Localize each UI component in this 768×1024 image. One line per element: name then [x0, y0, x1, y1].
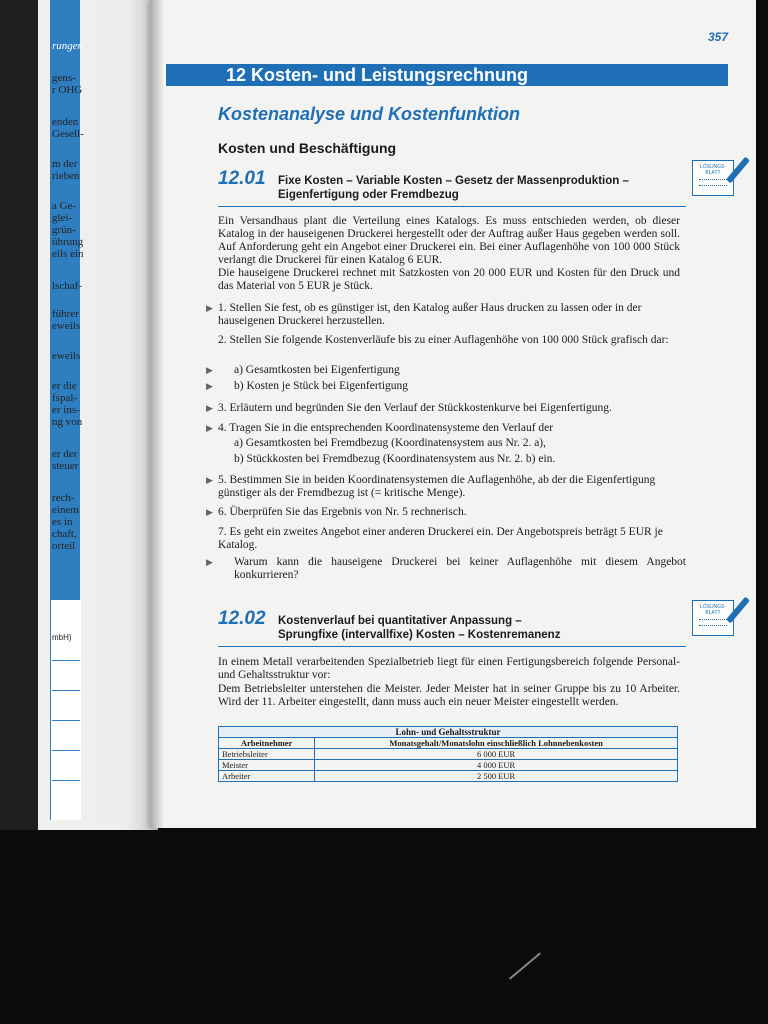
exercise-title — [278, 614, 638, 642]
question-subitem: Warum kann die hauseigene Druckerei bei keiner Auflagenhöhe mit diesem Angebot konkurrieren? — [234, 556, 686, 581]
exercise-rule — [218, 646, 686, 647]
section-title: Kostenanalyse und Kostenfunktion — [218, 104, 521, 124]
left-fragment: fspal- — [52, 392, 78, 404]
table-caption: Lohn- und Gehaltsstruktur — [219, 727, 678, 738]
question-subitem: a) Gesamtkosten bei Eigenfertigung — [234, 364, 400, 376]
exercise-title-line: Sprungfixe (intervallfixe) Kosten – Kostenremanenz — [278, 629, 561, 641]
badge-label: LÖSUNGS- BLATT — [699, 604, 727, 616]
book-page — [150, 0, 756, 828]
left-fragment: Gesell- — [52, 128, 84, 140]
arrow-icon: ▶ — [206, 365, 213, 375]
subsection-title: Kosten und Beschäftigung — [218, 140, 397, 156]
left-fragment: orteil — [52, 540, 76, 552]
exercise-title-line: Eigenfertigung oder Fremdbezug — [278, 189, 459, 201]
left-fragment: enden — [52, 116, 79, 128]
exercise-intro: In einem Metall verarbeitenden Spezialbetrieb liegt für einen Fertigungsbereich folgende Personal- und Gehaltsstruktur vor: — [218, 656, 680, 681]
left-table-line — [52, 720, 80, 721]
table-header: Monatsgehalt/Monatslohn einschließlich Lohnnebenkosten — [315, 738, 678, 749]
left-fragment: rungen — [52, 40, 84, 52]
question-item: 6. Überprüfen Sie das Ergebnis von Nr. 5 rechnerisch. — [218, 506, 467, 518]
left-fragment: lschaf- — [52, 280, 82, 292]
solution-sheet-icon — [692, 160, 734, 196]
table-cell: 4 000 EUR — [315, 760, 678, 771]
question-item: 5. Bestimmen Sie in beiden Koordinatensystemen die Auflagenhöhe, ab der die Eigenfertigung günstiger als der Fremdbezug ist (= kritische Menge). — [218, 474, 656, 499]
table-row — [219, 749, 678, 760]
question-item: 3. Erläutern und begründen Sie den Verlauf der Stückkostenkurve bei Eigenfertigung. — [218, 402, 612, 414]
left-fragment: gens- — [52, 72, 76, 84]
question-item: 1. Stellen Sie fest, ob es günstiger ist, den Katalog außer Haus drucken zu lassen oder in der hauseigenen Druckerei herzustellen. — [218, 302, 642, 327]
book-spine-shadow — [150, 0, 164, 828]
question-subitem: b) Kosten je Stück bei Eigenfertigung — [234, 380, 409, 392]
arrow-icon: ▶ — [206, 403, 213, 413]
left-table-line — [52, 660, 80, 661]
question-item: 2. Stellen Sie folgende Kostenverläufe bis zu einer Auflagenhöhe von 100 000 Stück grafisch dar: — [218, 334, 669, 346]
table-cell: Meister — [219, 760, 315, 771]
left-fragment: r OHG — [52, 84, 83, 96]
left-table-line — [52, 780, 80, 781]
arrow-icon: ▶ — [206, 507, 213, 517]
left-fragment: a Ge- — [52, 200, 77, 212]
table-row — [219, 760, 678, 771]
left-fragment: eweils — [52, 320, 81, 332]
table-header: Arbeitnehmer — [219, 738, 315, 749]
exercise-number: 12.01 — [218, 168, 266, 189]
salary-table — [218, 726, 678, 782]
left-fragment: m der — [52, 158, 78, 170]
badge-label: LÖSUNGS- BLATT — [699, 164, 727, 176]
exercise-intro: Die hauseigene Druckerei rechnet mit Satzkosten von 20 000 EUR und Kosten für den Druck und das Material von 5 EUR je Stück. — [218, 267, 680, 292]
exercise-rule — [218, 206, 686, 207]
table-cell: Arbeiter — [219, 771, 315, 782]
left-fragment: chaft, — [52, 528, 77, 540]
left-fragment: es in — [52, 516, 73, 528]
left-fragment: er die — [52, 380, 77, 392]
left-facing-page — [0, 0, 158, 830]
exercise-title — [278, 174, 638, 202]
left-fragment: ührung — [52, 236, 84, 248]
question-subitem: a) Gesamtkosten bei Fremdbezug (Koordinatensystem aus Nr. 2. a), — [234, 437, 547, 449]
left-fragment: mbH) — [52, 633, 72, 642]
exercise-number: 12.02 — [218, 608, 266, 629]
arrow-icon: ▶ — [206, 475, 213, 485]
left-fragment: einem — [52, 504, 79, 516]
left-fragment: grün- — [52, 224, 76, 236]
table-row — [219, 771, 678, 782]
exercise-title-line: Fixe Kosten – Variable Kosten – Gesetz der Massenproduktion – — [278, 175, 629, 187]
chapter-title: 12 Kosten- und Leistungsrechnung — [226, 65, 529, 85]
left-fragment: eweils — [52, 350, 81, 362]
chapter-header-bar — [156, 64, 728, 86]
left-fragment: ng von — [52, 416, 83, 428]
left-fragment: führer — [52, 308, 79, 320]
left-table-line — [52, 750, 80, 751]
left-fragment: glei- — [52, 212, 73, 224]
table-cell: Betriebsleiter — [219, 749, 315, 760]
left-fragment: rieben — [52, 170, 80, 182]
left-fragment: eils ein — [52, 248, 84, 260]
left-fragment: rech- — [52, 492, 75, 504]
exercise-title-line: Kostenverlauf bei quantitativer Anpassung – — [278, 615, 522, 627]
arrow-icon: ▶ — [206, 557, 213, 567]
arrow-icon: ▶ — [206, 381, 213, 391]
solution-sheet-icon — [692, 600, 734, 636]
question-subitem: b) Stückkosten bei Fremdbezug (Koordinatensystem aus Nr. 2. b) ein. — [234, 453, 556, 465]
left-fragment: steuer — [52, 460, 79, 472]
page-number: 357 — [707, 30, 728, 44]
exercise-intro: Dem Betriebsleiter unterstehen die Meister. Jeder Meister hat in seiner Gruppe bis zu 10 Arbeiter. Wird der 11. Arbeiter eingestellt, dann muss auch ein neuer Meister eingestellt werden. — [218, 683, 680, 708]
question-item: 4. Tragen Sie in die entsprechenden Koordinatensysteme den Verlauf der — [218, 422, 554, 434]
left-fragment: er der — [52, 448, 78, 460]
table-cell: 2 500 EUR — [315, 771, 678, 782]
left-page-shadow — [0, 0, 38, 830]
arrow-icon: ▶ — [206, 303, 213, 313]
arrow-icon: ▶ — [206, 423, 213, 433]
exercise-intro: Ein Versandhaus plant die Verteilung eines Katalogs. Es muss entschieden werden, ob dieser Katalog in der hauseigenen Druckerei hergestellt oder der Auftrag außer Haus gegeben werden soll. Auf Anforderung geht ein Angebot einer Druckerei ein. Bei einer Auflagenhöhe von 100 000 Stück verlangt die Druckerei für einen Katalog 6 EUR. — [218, 215, 680, 266]
scan-background — [0, 830, 768, 1024]
question-item: 7. Es geht ein zweites Angebot einer anderen Druckerei ein. Der Angebotspreis beträgt 5 EUR je Katalog. — [218, 526, 663, 551]
left-fragment: er ins- — [52, 404, 80, 416]
left-table-line — [52, 690, 80, 691]
table-cell: 6 000 EUR — [315, 749, 678, 760]
